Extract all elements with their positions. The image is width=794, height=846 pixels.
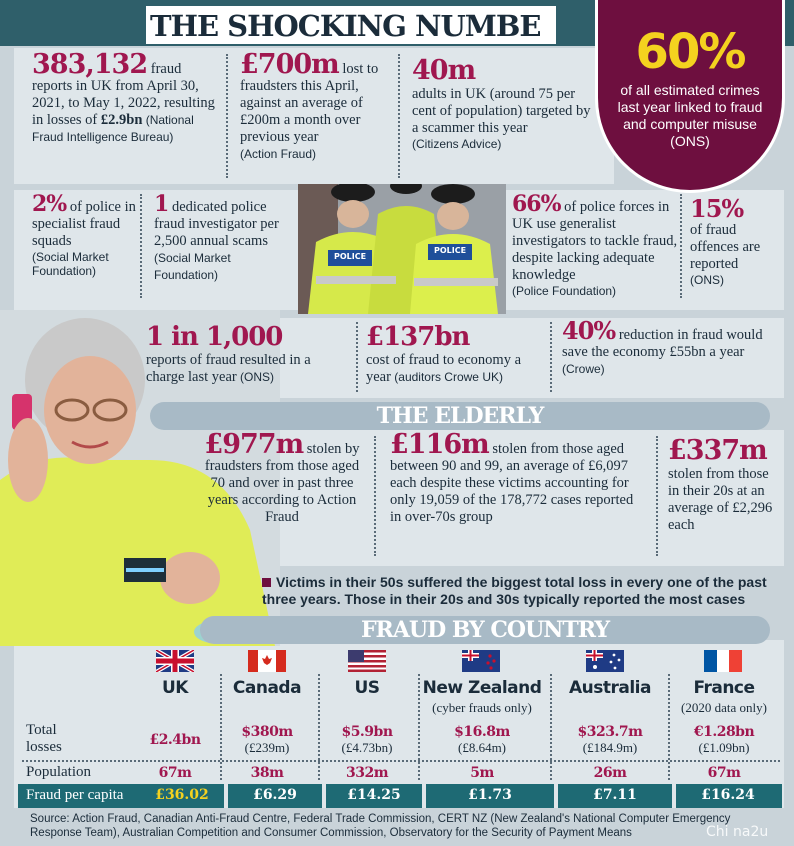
stat-reports-text: fraud reports in UK from April 30, 2021, to May 1, 2022, resulting in losses of bbox=[32, 61, 215, 128]
pop-uk: 67m bbox=[158, 765, 192, 781]
stat-137bn-number: £137bn bbox=[366, 322, 470, 352]
capita-nz: £1.73 bbox=[468, 787, 512, 803]
australia-flag-icon bbox=[586, 650, 624, 672]
page-title: THE SHOCKING NUMBE bbox=[150, 9, 541, 43]
capita-uk: £36.02 bbox=[155, 787, 209, 803]
stat-700m-number: £700m bbox=[240, 49, 339, 80]
stat-66pct bbox=[512, 191, 678, 298]
note-bullet bbox=[262, 578, 271, 587]
loss-us-gbp: (£4.73bn) bbox=[341, 740, 393, 755]
row-divider bbox=[22, 760, 780, 762]
loss-nz-gbp: (£8.64m) bbox=[457, 740, 507, 755]
stat-40pct-number: 40% bbox=[562, 316, 616, 345]
stat-40m bbox=[412, 56, 594, 151]
stat-40pct bbox=[562, 316, 772, 378]
row-label-capita: Fraud per capita bbox=[26, 787, 124, 803]
stat-66pct-text: of police forces in UK use generalist investigators to tackle fraud, despite lacking adequate knowledge bbox=[512, 199, 678, 283]
divider bbox=[140, 194, 142, 298]
row-label-losses: Total losses bbox=[26, 722, 62, 755]
stat-1-number: 1 bbox=[154, 191, 169, 217]
stat-40m-source: (Citizens Advice) bbox=[412, 137, 502, 151]
police-photo bbox=[298, 184, 506, 314]
badge-60-percent bbox=[598, 0, 782, 190]
new-zealand-flag-icon bbox=[462, 650, 500, 672]
stat-1-source: (Social Market Foundation) bbox=[154, 251, 231, 282]
us-flag-icon bbox=[348, 650, 386, 672]
elderly-977m-number: £977m bbox=[204, 429, 304, 460]
divider bbox=[550, 322, 552, 392]
watermark: Chi na2u bbox=[706, 824, 769, 840]
pop-us: 332m bbox=[345, 765, 389, 781]
country-us: US bbox=[354, 678, 380, 698]
divider bbox=[226, 54, 228, 178]
pop-france: 67m bbox=[707, 765, 741, 781]
capita-canada: £6.29 bbox=[253, 787, 297, 803]
country-new-zealand: New Zealand bbox=[422, 678, 542, 698]
stat-reports-number: 383,132 bbox=[32, 49, 148, 80]
stat-1-investigator bbox=[154, 191, 294, 284]
country-france: France bbox=[693, 678, 755, 698]
elderly-116m bbox=[390, 429, 646, 526]
elderly-977m bbox=[200, 429, 364, 526]
loss-us: $5.9bn bbox=[341, 724, 393, 740]
divider bbox=[656, 436, 658, 556]
stat-700m-source: (Action Fraud) bbox=[240, 147, 317, 161]
stat-reports-loss: £2.9bn bbox=[100, 112, 143, 128]
elderly-116m-text: stolen from those aged between 90 and 99, an average of £6,097 each despite these victims accounting for only 19,059 of the 178,772 cases reported in over-70s group bbox=[390, 441, 634, 525]
stat-2pct bbox=[32, 191, 136, 278]
capita-us: £14.25 bbox=[347, 787, 401, 803]
stat-40pct-source: (Crowe) bbox=[562, 362, 605, 376]
elderly-337m-text: stolen from those in their 20s at an average of £2,296 each bbox=[668, 466, 773, 533]
loss-canada-gbp: (£239m) bbox=[244, 740, 290, 755]
loss-canada: $380m bbox=[241, 724, 293, 740]
capita-australia: £7.11 bbox=[593, 787, 637, 803]
stat-1in1000 bbox=[146, 322, 346, 386]
loss-uk: £2.4bn bbox=[149, 732, 201, 748]
country-australia: Australia bbox=[569, 678, 651, 698]
stat-1in1000-source: (ONS) bbox=[236, 370, 275, 384]
divider bbox=[398, 54, 400, 178]
source-note: Source: Action Fraud, Canadian Anti-Fraud Centre, Federal Trade Commission, CERT NZ (New Zealand's National Computer Emergency Response Team), Australian Competition and Consumer Commission, Observatory for the Security of Payment Means bbox=[30, 813, 731, 839]
stat-40m-number: 40m bbox=[412, 55, 476, 86]
police-officers-image bbox=[298, 184, 506, 314]
country-canada: Canada bbox=[232, 678, 302, 698]
canada-flag-icon bbox=[248, 650, 286, 672]
loss-france: €1.28bn bbox=[693, 724, 755, 740]
loss-australia-gbp: (£184.9m) bbox=[582, 740, 638, 755]
elderly-heading: THE ELDERLY bbox=[150, 402, 770, 430]
stat-2pct-source: (Social Market Foundation) bbox=[32, 250, 109, 278]
stat-15pct-text: of fraud offences are reported bbox=[690, 222, 761, 272]
stat-2pct-text: of police in specialist fraud squads bbox=[32, 199, 136, 249]
capita-france: £16.24 bbox=[701, 787, 755, 803]
divider bbox=[680, 194, 682, 298]
country-uk: UK bbox=[162, 678, 188, 698]
stat-700m-text: lost to fraudsters this April, against an average of £200m a month over previous year bbox=[240, 61, 379, 145]
loss-france-gbp: (£1.09bn) bbox=[698, 740, 750, 755]
divider bbox=[356, 322, 358, 392]
stat-reports-source: (National Fraud Intelligence Bureau) bbox=[32, 113, 194, 144]
loss-nz: $16.8m bbox=[454, 724, 510, 740]
country-note-nz: (cyber frauds only) bbox=[432, 700, 532, 715]
elderly-337m-number: £337m bbox=[668, 435, 767, 466]
stat-66pct-source: (Police Foundation) bbox=[512, 284, 617, 298]
divider bbox=[550, 674, 552, 780]
note-text: Victims in their 50s suffered the biggest total loss in every one of the past three years. Those in their 20s and 30s typically reported the most cases bbox=[262, 574, 767, 607]
stat-40m-text: adults in UK (around 75 per cent of population) targeted by a scammer this year bbox=[412, 86, 591, 136]
stat-137bn-text: cost of fraud to economy a year bbox=[366, 352, 522, 385]
police-label: POLICE bbox=[433, 246, 467, 255]
stat-2pct-number: 2% bbox=[32, 191, 67, 217]
elderly-116m-number: £116m bbox=[390, 429, 489, 460]
stat-66pct-number: 66% bbox=[512, 191, 561, 217]
stat-15pct-number: 15% bbox=[690, 194, 744, 223]
elderly-337m bbox=[668, 436, 778, 534]
row-label-population: Population bbox=[26, 764, 92, 780]
stat-15pct bbox=[690, 196, 780, 287]
stat-137bn bbox=[366, 322, 542, 386]
victims-note bbox=[262, 574, 782, 608]
loss-australia: $323.7m bbox=[577, 724, 643, 740]
stat-137bn-source: (auditors Crowe UK) bbox=[390, 370, 503, 384]
stat-reports bbox=[32, 49, 218, 146]
pop-nz: 5m bbox=[470, 765, 494, 781]
stat-1in1000-text: reports of fraud resulted in a charge last year bbox=[146, 352, 311, 385]
country-note-france: (2020 data only) bbox=[681, 700, 767, 715]
stat-15pct-source: (ONS) bbox=[690, 273, 724, 287]
badge-text: of all estimated crimes last year linked to fraud and computer misuse (ONS) bbox=[617, 82, 763, 149]
fraud-country-table bbox=[14, 646, 784, 810]
france-flag-icon bbox=[704, 650, 742, 672]
country-heading: FRAUD BY COUNTRY bbox=[200, 616, 770, 644]
stat-40pct-text: reduction in fraud would save the economy £55bn a year bbox=[562, 327, 763, 360]
police-label: POLICE bbox=[333, 252, 367, 261]
uk-flag-icon bbox=[156, 650, 194, 672]
stat-1-text: dedicated police fraud investigator per 2,500 annual scams bbox=[154, 199, 279, 249]
badge-value: 60% bbox=[635, 24, 745, 80]
divider bbox=[374, 436, 376, 556]
elderly-977m-text: stolen by fraudsters from those aged 70 and over in past three years according to Action Fraud bbox=[204, 441, 360, 525]
pop-australia: 26m bbox=[593, 765, 627, 781]
stat-1in1000-number: 1 in 1,000 bbox=[146, 322, 283, 352]
stat-700m bbox=[240, 49, 390, 163]
pop-canada: 38m bbox=[250, 765, 284, 781]
